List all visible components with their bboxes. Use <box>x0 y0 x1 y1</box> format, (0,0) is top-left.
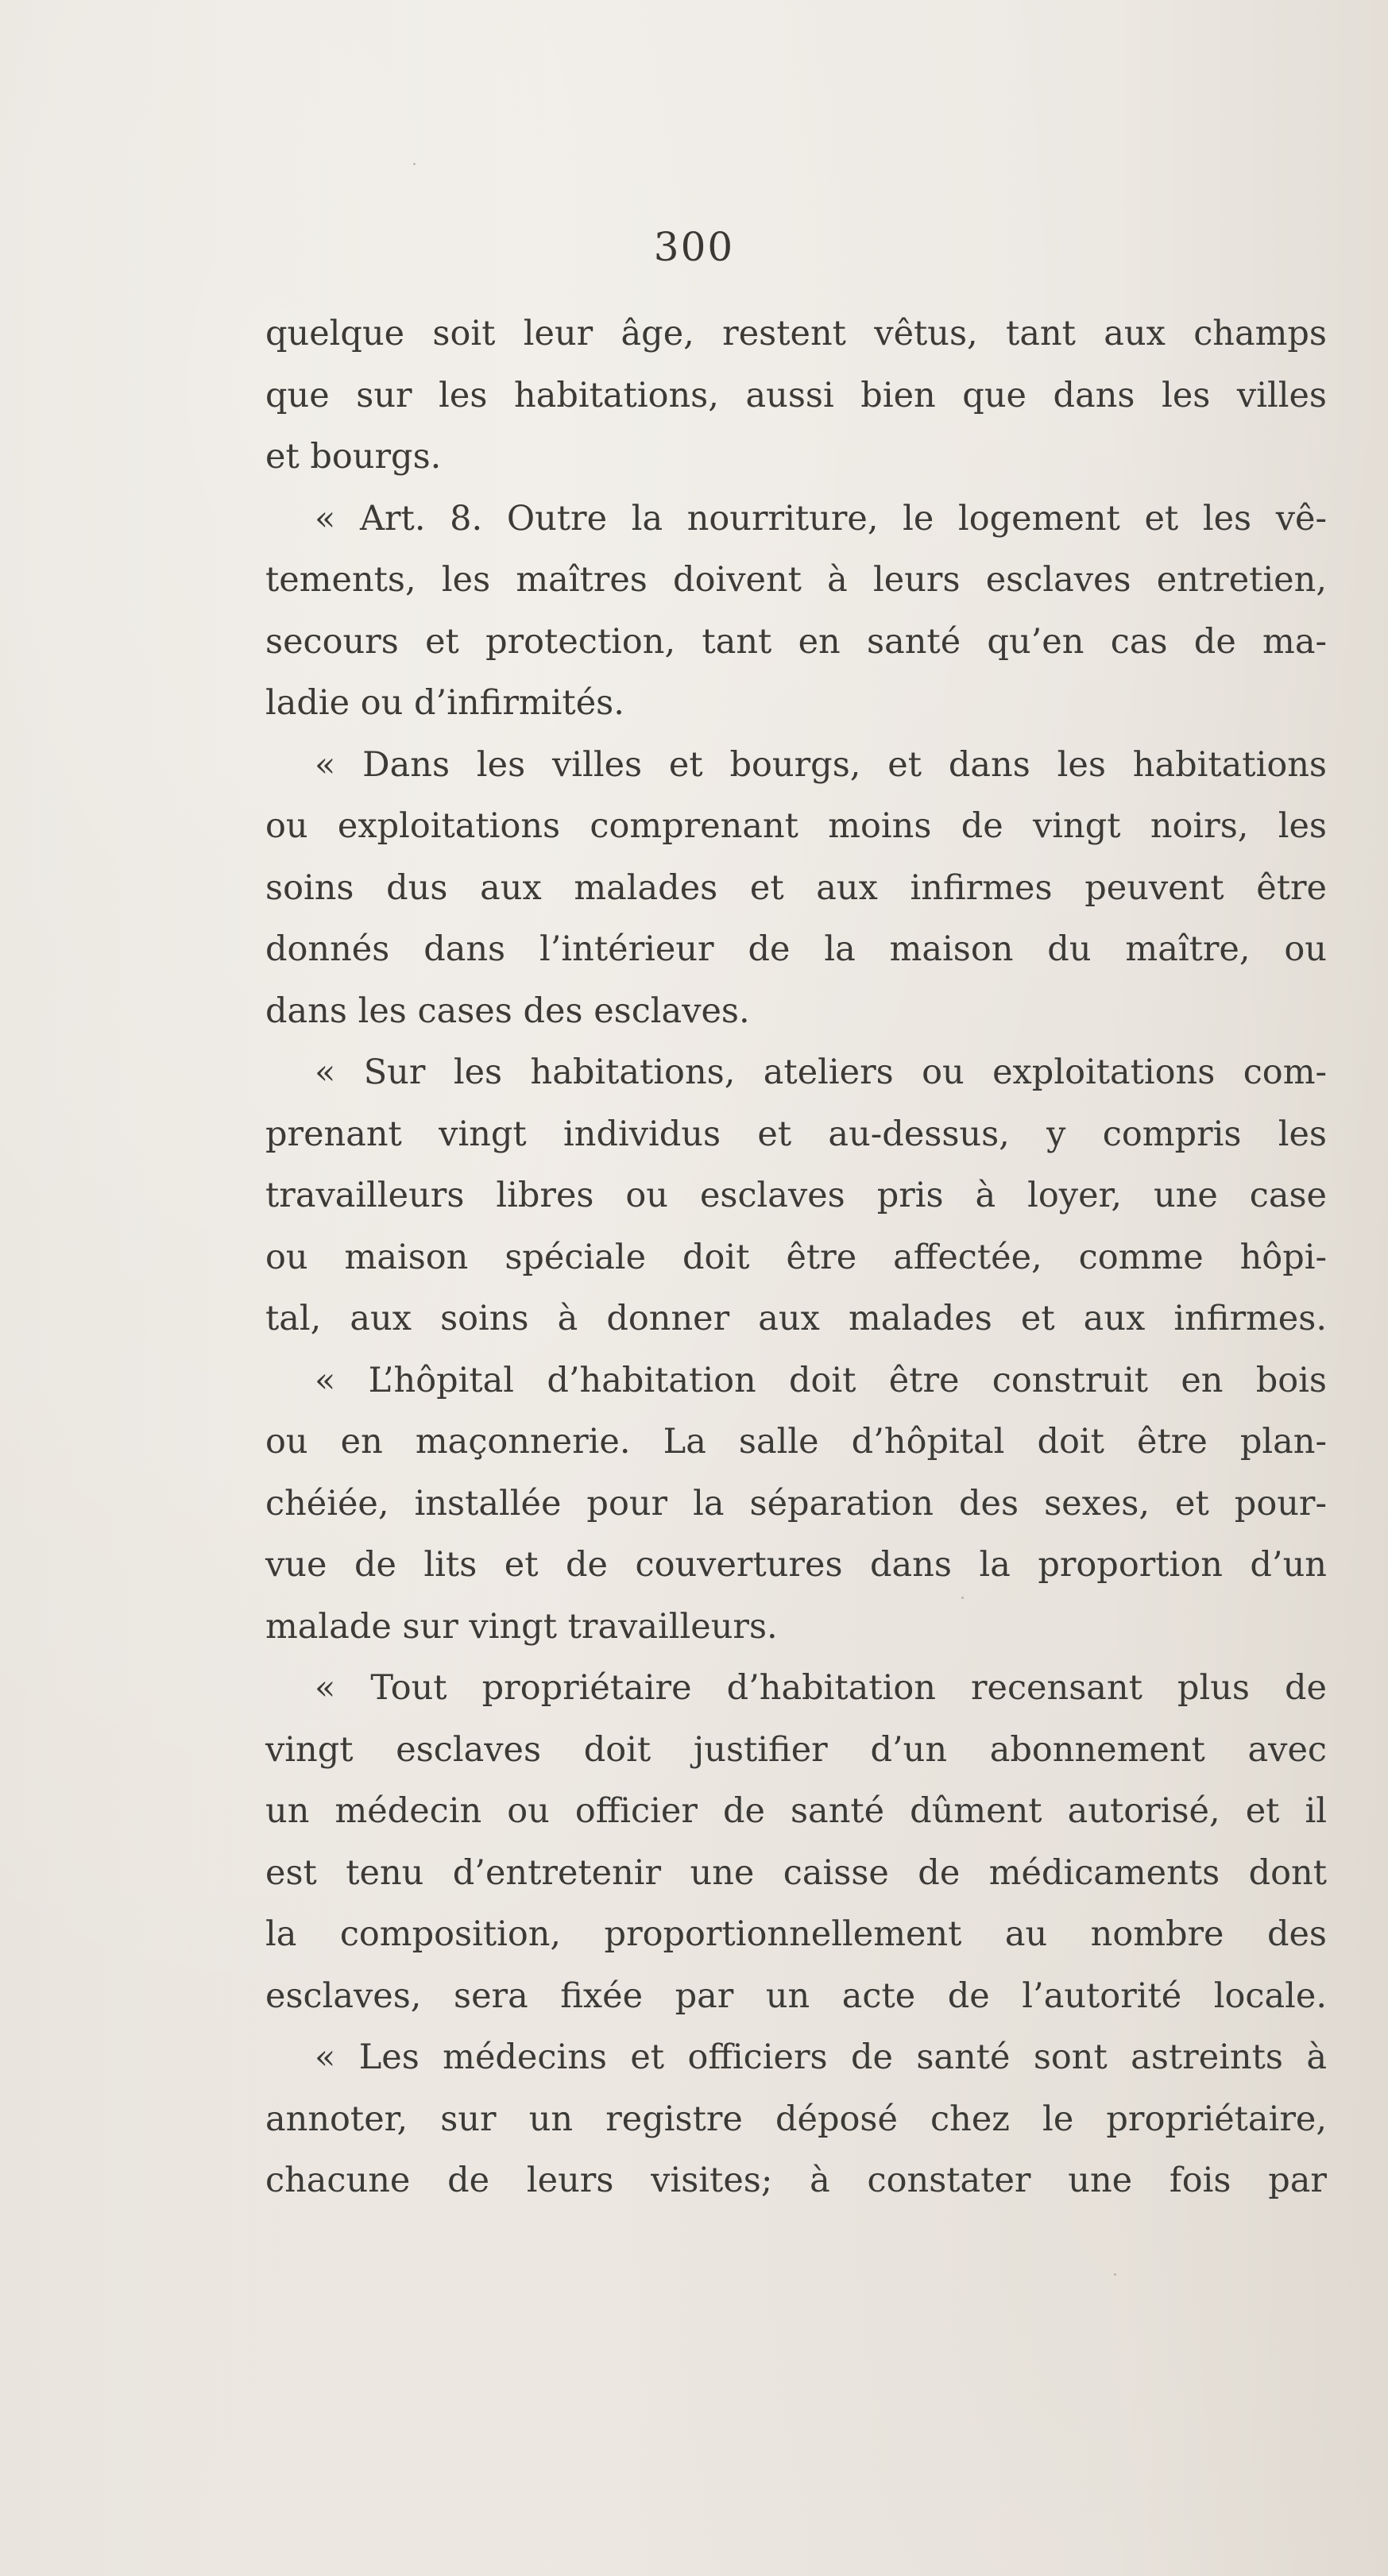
text-line: vue de lits et de couvertures dans la proportion d’un <box>265 1545 1327 1585</box>
text-line: ou en maçonnerie. La salle d’hôpital doit être plan- <box>265 1422 1327 1462</box>
text-line: et bourgs. <box>265 437 442 477</box>
page-number: 300 <box>653 224 735 270</box>
text-line: vingt esclaves doit justifier d’un abonnement avec <box>265 1729 1327 1770</box>
text-line: ou maison spéciale doit être affectée, comme hôpi- <box>265 1237 1327 1277</box>
paper-speck <box>961 1597 964 1599</box>
text-line: tal, aux soins à donner aux malades et aux infirmes. <box>265 1299 1327 1338</box>
body-text <box>265 303 1327 2212</box>
text-line: travailleurs libres ou esclaves pris à loyer, une case <box>265 1176 1327 1215</box>
paragraph-start-line: « L’hôpital d’habitation doit être construit en bois <box>315 1360 1327 1400</box>
text-line: esclaves, sera fixée par un acte de l’autorité locale. <box>265 1975 1327 2016</box>
text-line: chacune de leurs visites; à constater une fois par <box>265 2161 1327 2200</box>
text-line: ou exploitations comprenant moins de vingt noirs, les <box>265 806 1327 846</box>
text-line: dans les cases des esclaves. <box>265 991 750 1031</box>
text-line: donnés dans l’intérieur de la maison du maître, ou <box>265 929 1327 969</box>
paragraph-start-line: « Tout propriétaire d’habitation recensant plus de <box>315 1668 1327 1708</box>
paper-speck <box>1114 2273 1116 2276</box>
text-line: annoter, sur un registre déposé chez le propriétaire, <box>265 2099 1327 2139</box>
text-line: la composition, proportionnellement au nombre des <box>265 1914 1327 1954</box>
text-line: est tenu d’entretenir une caisse de médicaments dont <box>265 1852 1327 1893</box>
paragraph-start-line: « Art. 8. Outre la nourriture, le logement et les vê- <box>315 498 1327 539</box>
text-line: que sur les habitations, aussi bien que dans les villes <box>265 375 1327 415</box>
text-line: quelque soit leur âge, restent vêtus, tant aux champs <box>265 314 1327 353</box>
text-line: chéiée, installée pour la séparation des sexes, et pour- <box>265 1483 1327 1524</box>
text-line: prenant vingt individus et au-dessus, y compris les <box>265 1114 1327 1154</box>
paragraph-start-line: « Sur les habitations, ateliers ou exploitations com- <box>315 1052 1327 1092</box>
paragraph-start-line: « Les médecins et officiers de santé sont astreints à <box>315 2037 1327 2077</box>
text-line: un médecin ou officier de santé dûment autorisé, et il <box>265 1791 1327 1831</box>
paper-speck <box>413 163 416 165</box>
text-line: malade sur vingt travailleurs. <box>265 1606 778 1647</box>
text-line: soins dus aux malades et aux infirmes peuvent être <box>265 867 1327 908</box>
text-line: secours et protection, tant en santé qu’en cas de ma- <box>265 621 1327 662</box>
paragraph-start-line: « Dans les villes et bourgs, et dans les habitations <box>315 744 1327 785</box>
text-line: ladie ou d’infirmités. <box>265 683 624 723</box>
text-line: tements, les maîtres doivent à leurs esclaves entretien, <box>265 560 1327 600</box>
